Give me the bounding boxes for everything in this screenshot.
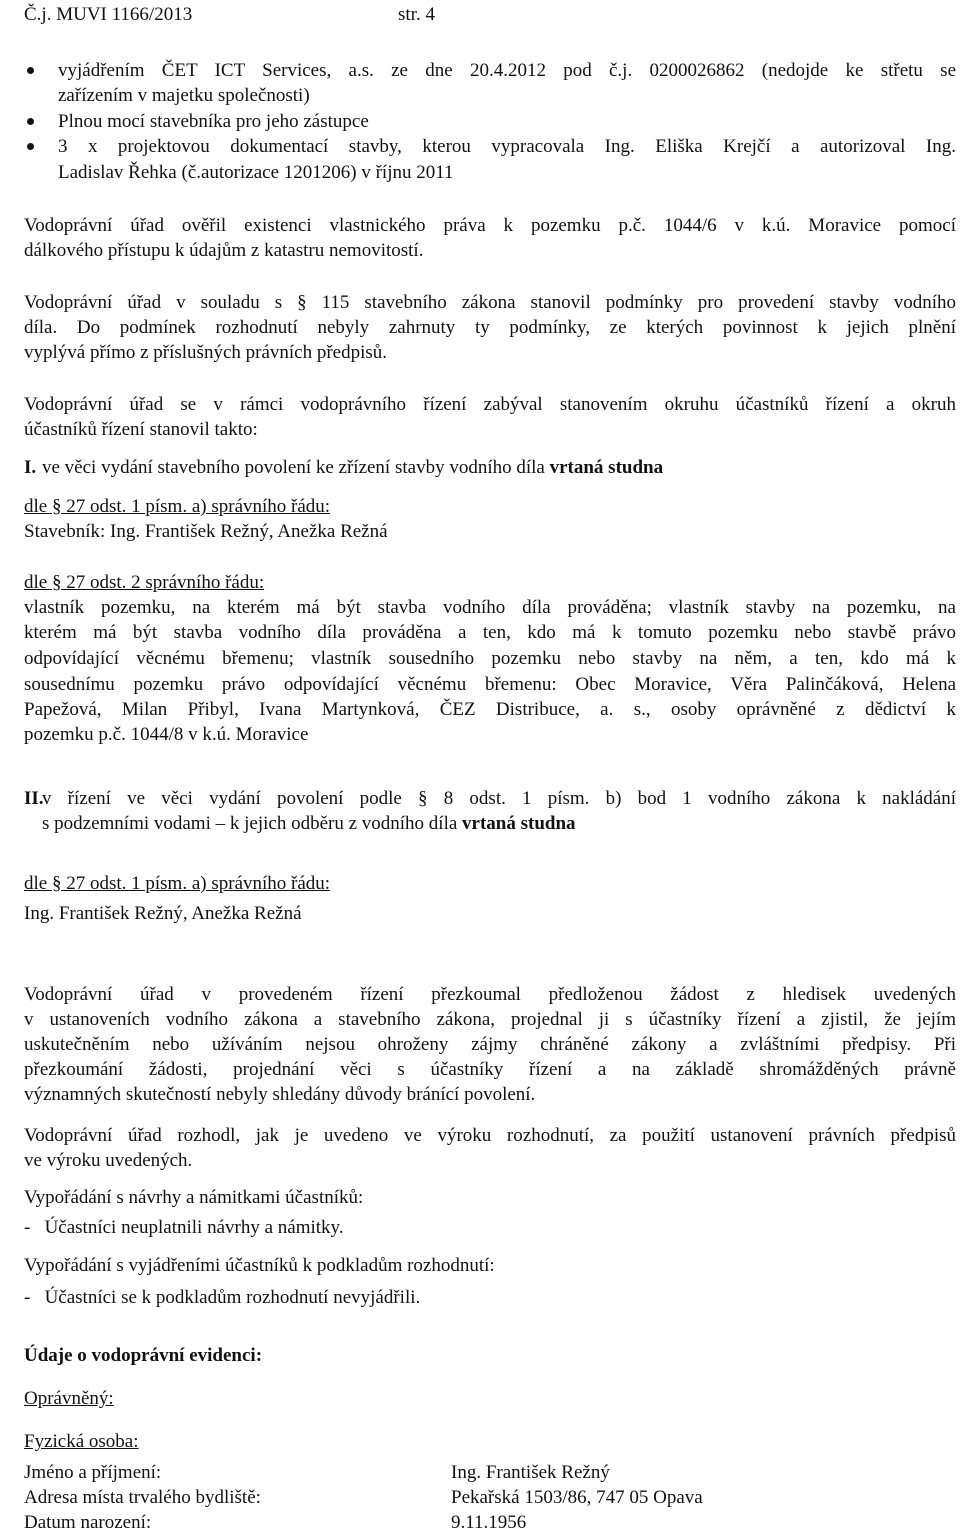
text-line: Vodoprávní úřad ověřil existenci vlastnického práva k pozemku p.č. 1044/6 v k.ú. Moravice pomocí	[24, 215, 956, 236]
text-line: Vodoprávní úřad se v rámci vodoprávního řízení zabýval stanovením okruhu účastníků řízení a okruh	[24, 394, 956, 415]
field-label: Jméno a příjmení:	[24, 1462, 162, 1483]
text-line: Vodoprávní úřad v provedeném řízení přezkoumal předloženou žádost z hledisek uvedených	[24, 984, 956, 1005]
bullet-3-line-1: 3 x projektovou dokumentací stavby, kterou vypracovala Ing. Eliška Krejčí a autorizoval Ing.	[58, 136, 956, 157]
text-line	[42, 812, 576, 836]
bullet-icon	[27, 143, 34, 150]
text-line: uskutečněním nebo užíváním nejsou ohroženy zájmy chráněné zákony a zvláštními předpisy. Při	[24, 1034, 956, 1055]
text-line: vyplývá přímo z příslušných právních předpisů.	[24, 342, 388, 363]
field-label: Datum narození:	[24, 1512, 152, 1533]
section-title-text: ve věci vydání stavebního povolení ke zřízení stavby vodního díla	[42, 457, 550, 478]
bullet-icon	[27, 118, 34, 125]
field-value: Ing. František Režný	[451, 1462, 610, 1483]
text-line: Papežová, Milan Přibyl, Ivana Martynková, ČEZ Distribuce, a. s., osoby oprávněné z dědictví k	[24, 699, 956, 720]
text-line: přezkoumání žádosti, projednání věci s účastníky řízení a na základě shromážděných právně	[24, 1059, 956, 1080]
bullet-2-line-1: Plnou mocí stavebníka pro jeho zástupce	[58, 111, 369, 132]
case-reference: Č.j. MUVI 1166/2013	[24, 4, 193, 25]
legal-basis-heading: dle § 27 odst. 1 písm. a) správního řádu:	[24, 496, 331, 517]
bullet-1-line-2: zařízením v majetku společnosti)	[58, 85, 310, 106]
legal-basis-heading: dle § 27 odst. 2 správního řádu:	[24, 572, 265, 593]
text-line: ve výroku uvedených.	[24, 1150, 193, 1171]
field-value: Pekařská 1503/86, 747 05 Opava	[451, 1487, 703, 1508]
text-line: dálkového přístupu k údajům z katastru nemovitostí.	[24, 240, 424, 261]
text-line: Vypořádání s vyjádřeními účastníků k podkladům rozhodnutí:	[24, 1255, 495, 1276]
page-header	[24, 4, 494, 26]
structure-name: vrtaná studna	[549, 457, 664, 478]
legal-basis-heading: dle § 27 odst. 1 písm. a) správního řádu:	[24, 873, 331, 894]
text-line: účastníků řízení stanovil takto:	[24, 419, 258, 440]
text-line: Vodoprávní úřad v souladu s § 115 stavebního zákona stanovil podmínky pro provedení stavby vodního	[24, 292, 956, 313]
text-line: Vypořádání s návrhy a námitkami účastníků:	[24, 1187, 364, 1208]
bullet-3-line-2: Ladislav Řehka (č.autorizace 1201206) v říjnu 2011	[58, 162, 454, 183]
text-line: - Účastníci se k podkladům rozhodnutí nevyjádřili.	[24, 1287, 421, 1308]
section-number: II.	[24, 788, 44, 809]
text-line: pozemku p.č. 1044/8 v k.ú. Moravice	[24, 724, 309, 745]
text-line: Vodoprávní úřad rozhodl, jak je uvedeno ve výroku rozhodnutí, za použití ustanovení právních předpisů	[24, 1125, 956, 1146]
section-number: I.	[24, 457, 37, 478]
text-line: - Účastníci neuplatnili návrhy a námitky.	[24, 1217, 344, 1238]
text-line: významných skutečností nebyly shledány důvody bránící povolení.	[24, 1084, 536, 1105]
section-title	[42, 456, 663, 480]
field-label: Adresa místa trvalého bydliště:	[24, 1487, 261, 1508]
text-line: v řízení ve věci vydání povolení podle § 8 odst. 1 písm. b) bod 1 vodního zákona k nakládání	[42, 788, 956, 809]
structure-name: vrtaná studna	[462, 813, 576, 834]
text-line: kterém má být stavba vodního díla prováděna a ten, kdo má k tomuto pozemku nebo stavbě právo	[24, 622, 956, 643]
text-line: díla. Do podmínek rozhodnutí nebyly zahrnuty ty podmínky, ze kterých povinnost k jejich plnění	[24, 317, 956, 338]
bullet-1-line-1: vyjádřením ČET ICT Services, a.s. ze dne 20.4.2012 pod č.j. 0200026862 (nedojde ke střetu se	[58, 60, 956, 81]
field-value: 9.11.1956	[451, 1512, 527, 1533]
bullet-icon	[27, 67, 34, 74]
text-line: sousednímu pozemku právo odpovídající věcnému břemenu: Obec Moravice, Věra Palinčáková, Helena	[24, 674, 956, 695]
text-line: vlastník pozemku, na kterém má být stavba vodního díla prováděna; vlastník stavby na pozemku, na	[24, 597, 956, 618]
text-span: s podzemními vodami – k jejich odběru z vodního díla	[42, 813, 463, 834]
subheading: Fyzická osoba:	[24, 1431, 139, 1452]
subheading: Oprávněný:	[24, 1388, 114, 1409]
text-line: v ustanoveních vodního zákona a stavebního zákona, projednal ji s účastníky řízení a zjistil, že jejím	[24, 1009, 956, 1030]
text-line: odpovídající věcnému břemenu; vlastník sousedního pozemku nebo stavby na něm, a ten, kdo má k	[24, 648, 956, 669]
page-number: str. 4	[398, 4, 435, 25]
builder-line: Ing. František Režný, Anežka Režná	[24, 903, 302, 924]
section-heading: Údaje o vodoprávní evidenci:	[24, 1345, 263, 1366]
builder-line: Stavebník: Ing. František Režný, Anežka Režná	[24, 521, 388, 542]
